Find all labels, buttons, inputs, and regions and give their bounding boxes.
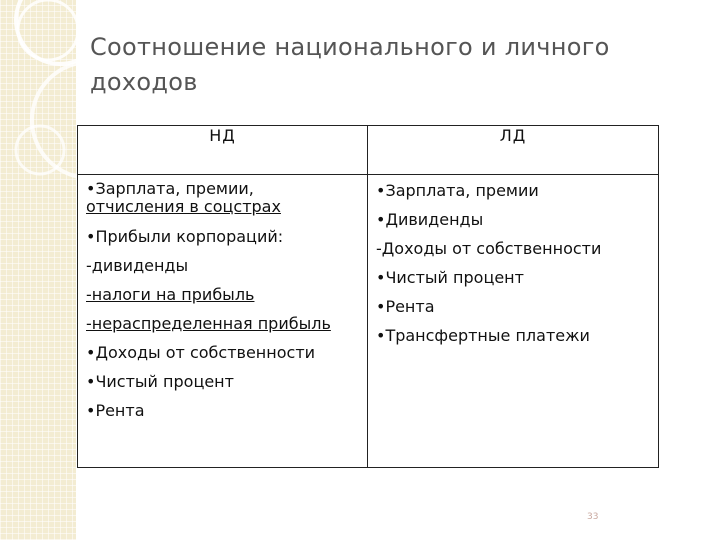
list-item: •Доходы от собственности xyxy=(86,343,316,362)
list-item: •Зарплата, премии xyxy=(376,181,539,200)
list-item: -нераспределенная прибыль xyxy=(86,314,331,333)
list-item: •Рента xyxy=(376,297,435,316)
list-item: •Зарплата, премии, xyxy=(86,179,254,198)
ld-cell xyxy=(368,175,659,468)
page-number: 33 xyxy=(587,512,599,522)
list-item: •Чистый процент xyxy=(86,372,234,391)
list-item: -Доходы от собственности xyxy=(376,239,602,258)
table-body-row xyxy=(78,175,659,468)
list-item: отчисления в соцстрах xyxy=(86,197,281,216)
list-item: •Дивиденды xyxy=(376,210,484,229)
header-nd: НД xyxy=(78,126,368,175)
ld-list xyxy=(368,175,658,350)
list-item: •Прибыли корпораций: xyxy=(86,227,284,246)
list-item: •Трансфертные платежи xyxy=(376,326,590,345)
decorative-side-panel xyxy=(0,0,76,540)
comparison-table xyxy=(77,125,659,468)
list-item: -налоги на прибыль xyxy=(86,285,255,304)
decorative-circles-graphic xyxy=(0,0,76,540)
nd-item-wages xyxy=(86,175,367,222)
nd-list xyxy=(78,175,367,425)
list-item: -дивиденды xyxy=(86,256,189,275)
slide-title-line-1: Соотношение национального и личного xyxy=(90,33,610,61)
list-item: •Рента xyxy=(86,401,145,420)
slide-title-line-2: доходов xyxy=(90,68,198,96)
nd-cell xyxy=(78,175,368,468)
header-ld: ЛД xyxy=(368,126,659,175)
list-item: •Чистый процент xyxy=(376,268,524,287)
slide-title xyxy=(90,30,690,100)
table-header-row xyxy=(78,126,659,175)
